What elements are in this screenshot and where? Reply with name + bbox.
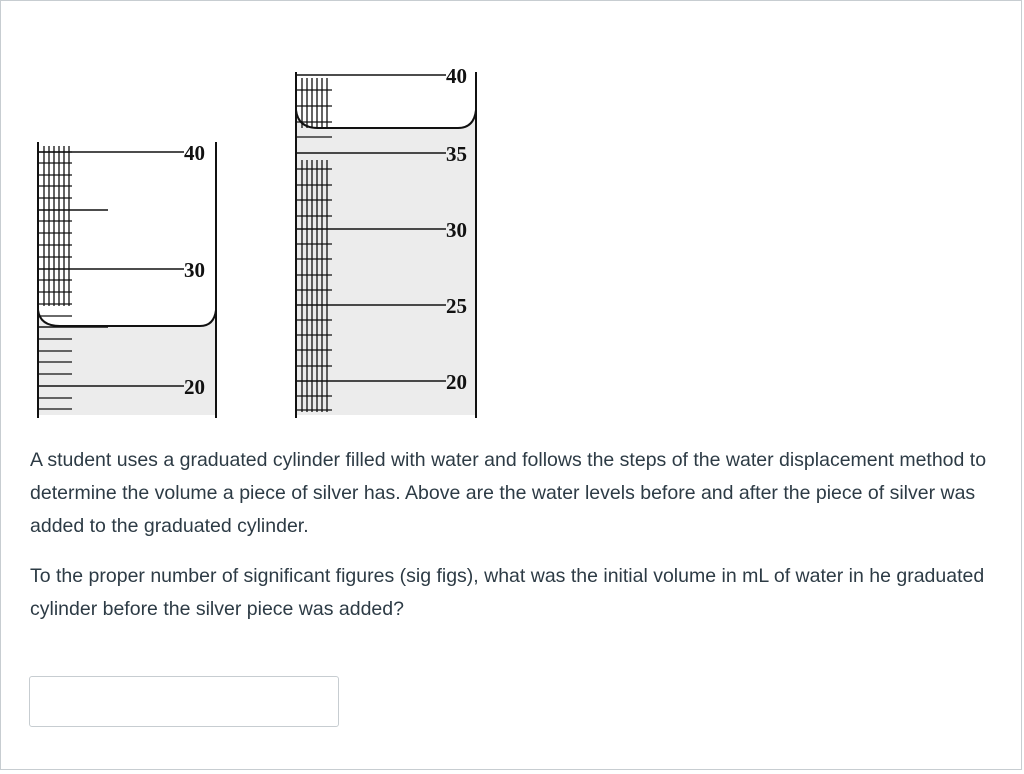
left-label-20: 20 <box>184 375 205 399</box>
right-label-35: 35 <box>446 142 467 166</box>
right-cylinder <box>296 64 476 418</box>
left-label-40: 40 <box>184 141 205 165</box>
right-label-40: 40 <box>446 64 467 88</box>
left-vertical-stubs <box>44 146 69 306</box>
graduated-cylinders-figure <box>0 0 520 430</box>
question-paragraph-1: A student uses a graduated cylinder filled with water and follows the steps of the water displacement method to determine the volume a piece of silver has. Above are the water levels before and after the piece of silver was added to the graduated cylinder. <box>30 449 987 537</box>
right-label-20: 20 <box>446 370 467 394</box>
question-paragraph-2: To the proper number of significant figures (sig figs), what was the initial volume in mL of water in he graduated cylinder before the silver piece was added? <box>30 565 985 620</box>
right-label-25: 25 <box>446 294 467 318</box>
right-label-30: 30 <box>446 218 467 242</box>
answer-input[interactable] <box>29 676 339 727</box>
right-meniscus <box>296 110 476 128</box>
left-cylinder <box>38 141 216 418</box>
left-label-30: 30 <box>184 258 205 282</box>
left-meniscus <box>38 310 216 326</box>
